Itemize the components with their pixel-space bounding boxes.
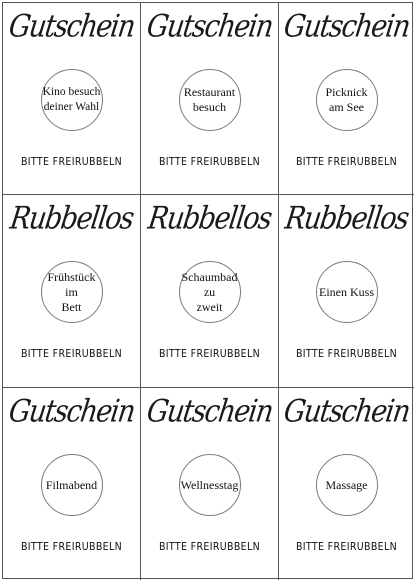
voucher-text: Restaurant besuch (183, 85, 236, 114)
voucher-title: Gutschein (6, 8, 137, 45)
scratch-instruction: BITTE FREIRUBBELN (20, 347, 123, 360)
scratch-instruction: BITTE FREIRUBBELN (158, 347, 261, 360)
voucher-card-picknick (279, 3, 414, 195)
scratch-circle[interactable] (316, 261, 378, 323)
scratch-instruction: BITTE FREIRUBBELN (158, 540, 261, 553)
voucher-title: Gutschein (144, 8, 275, 45)
scratch-circle[interactable] (41, 69, 103, 131)
voucher-title: Rubbellos (145, 200, 274, 237)
voucher-title: Rubbellos (282, 200, 411, 237)
scratch-instruction: BITTE FREIRUBBELN (295, 347, 398, 360)
scratch-circle[interactable] (179, 69, 241, 131)
voucher-text: Picknick am See (325, 85, 368, 114)
voucher-title: Rubbellos (7, 200, 136, 237)
voucher-card-filmabend (3, 388, 141, 580)
voucher-title: Gutschein (281, 393, 412, 430)
scratch-circle[interactable] (179, 261, 241, 323)
voucher-card-wellnesstag (141, 388, 279, 580)
voucher-text: Massage (325, 477, 368, 492)
voucher-title: Gutschein (281, 8, 412, 45)
scratch-instruction: BITTE FREIRUBBELN (158, 155, 261, 168)
voucher-card-kino (3, 3, 141, 195)
scratch-circle[interactable] (41, 261, 103, 323)
voucher-card-massage (279, 388, 414, 580)
scratch-circle[interactable] (316, 69, 378, 131)
voucher-card-schaumbad (141, 195, 279, 388)
scratch-instruction: BITTE FREIRUBBELN (295, 540, 398, 553)
voucher-text: Kino besuch deiner Wahl (42, 86, 101, 113)
voucher-text: Schaumbad zu zweit (181, 269, 238, 314)
voucher-text: Filmabend (45, 477, 98, 492)
voucher-card-fruehstueck (3, 195, 141, 388)
scratch-circle[interactable] (316, 454, 378, 516)
voucher-text: Einen Kuss (319, 284, 374, 299)
voucher-text: Frühstück im Bett (47, 269, 96, 314)
scratch-instruction: BITTE FREIRUBBELN (295, 155, 398, 168)
scratch-circle[interactable] (41, 454, 103, 516)
voucher-card-kuss (279, 195, 414, 388)
voucher-title: Gutschein (6, 393, 137, 430)
scratch-instruction: BITTE FREIRUBBELN (20, 540, 123, 553)
scratch-instruction: BITTE FREIRUBBELN (20, 155, 123, 168)
scratch-circle[interactable] (179, 454, 241, 516)
voucher-card-restaurant (141, 3, 279, 195)
voucher-title: Gutschein (144, 393, 275, 430)
voucher-text: Wellnesstag (180, 477, 239, 492)
voucher-grid (2, 2, 413, 579)
